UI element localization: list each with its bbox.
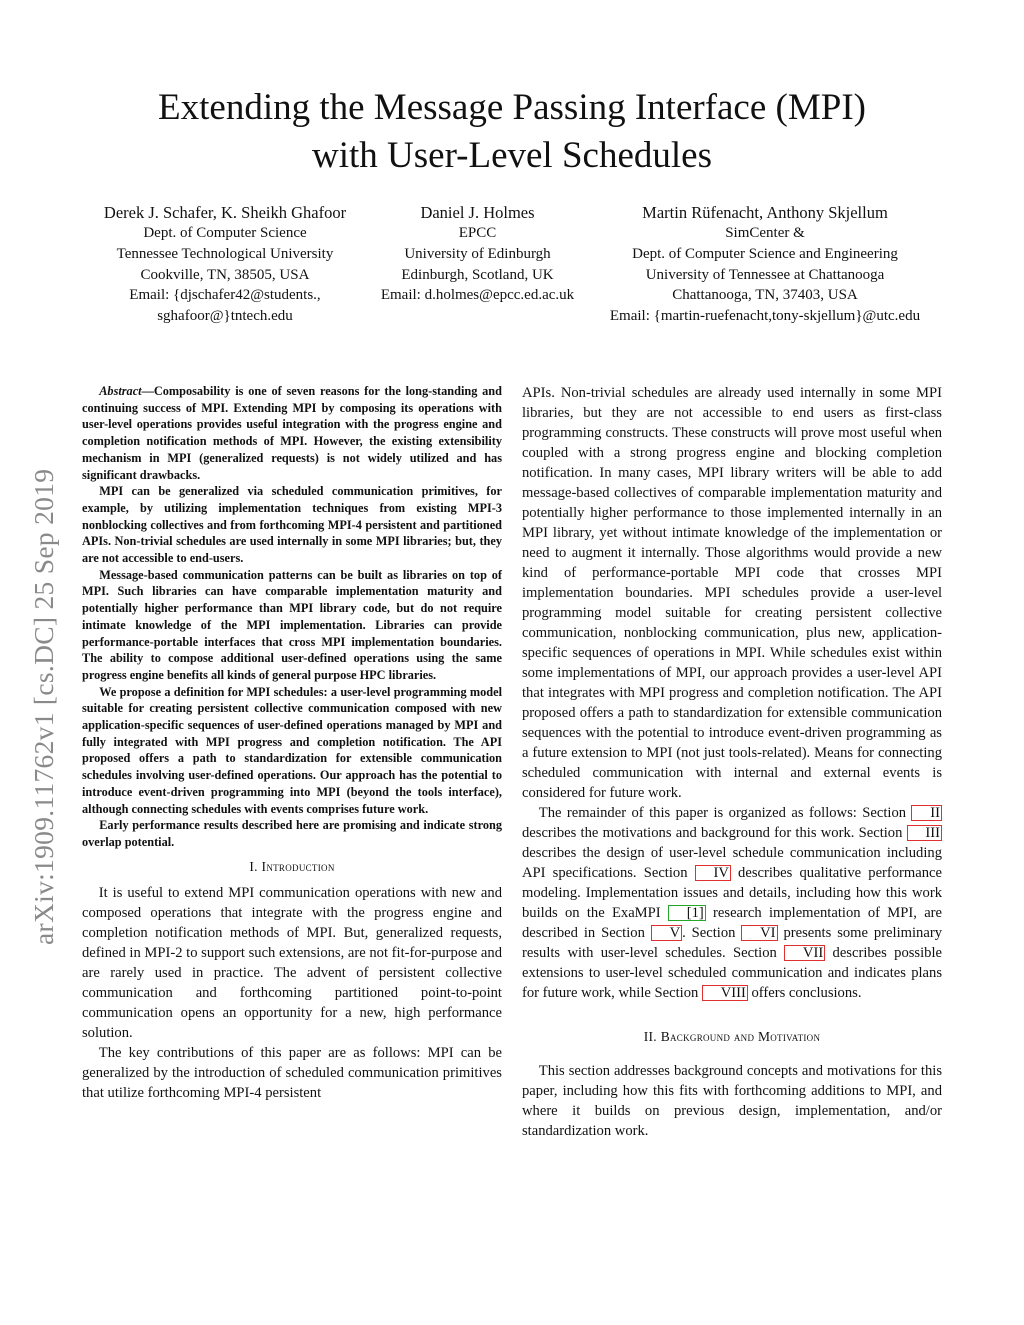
author-address: Cookville, TN, 38505, USA <box>140 266 310 283</box>
author-email: Email: d.holmes@epcc.ed.ac.uk <box>380 287 575 304</box>
author-name: Daniel J. Holmes <box>420 203 535 222</box>
author-affiliation: University of Tennessee at Chattanooga <box>645 266 885 283</box>
author-address: Chattanooga, TN, 37403, USA <box>672 287 858 304</box>
section-heading-background <box>522 1027 942 1047</box>
text-run: offers conclusions. <box>747 985 862 1001</box>
abstract-paragraph: MPI can be generalized via scheduled communication primitives, for example, by utilizing implementation techniques from existing MPI-3 nonblocking collectives and from forthcoming MPI-4 persistent and partitioned APIs. Non-trivial schedules are used internally in some MPI libraries; but, they are not accessible to end-users. <box>82 484 502 566</box>
body-paragraph: The key contributions of this paper are as follows: MPI can be generalized by the introduction of scheduled communication primitives that utilize forthcoming MPI-4 persistent <box>82 1044 502 1101</box>
paper-title <box>60 84 964 180</box>
abstract-paragraph <box>82 383 502 483</box>
introduction-body <box>82 883 502 1103</box>
author-email: sghafoor@}tntech.edu <box>157 308 293 325</box>
abstract-dash: — <box>141 384 154 398</box>
author-email: Email: {djschafer42@students., <box>129 287 321 304</box>
author-affiliation: SimCenter & <box>725 225 805 241</box>
roadmap-paragraph <box>522 803 942 1003</box>
introduction-body-continued <box>522 383 942 1003</box>
author-name: Martin Rüfenacht, Anthony Skjellum <box>642 203 888 222</box>
author-block-2 <box>365 202 590 306</box>
section-ref-link[interactable]: IV <box>695 865 731 881</box>
author-affiliation: University of Edinburgh <box>404 245 551 262</box>
body-paragraph: It is useful to extend MPI communication operations with new and composed operations that integrate with the progress engine and completion notification methods of MPI. But, generalized requests, defined in MPI-2 to support such extensions, are not fit-for-purpose and are rarely used in practice. The advent of persistent collective communication and forthcoming partitioned point-to-point communication opens an opportunity for a new, high performance solution. <box>82 884 502 1041</box>
text-run: research implementation of MPI, are described in Section <box>522 905 943 941</box>
author-block-3 <box>590 202 940 327</box>
text-run: describes the design of user-level schedule communication including API specifications. Section <box>522 845 942 881</box>
section-ref-link[interactable]: VI <box>741 925 777 941</box>
author-affiliation: Tennessee Technological University <box>116 245 334 262</box>
title-line-2: with User-Level Schedules <box>312 135 712 176</box>
section-ref-link[interactable]: V <box>651 925 682 941</box>
right-column <box>522 383 942 1141</box>
section-ref-link[interactable]: VIII <box>702 985 748 1001</box>
section-ref-link[interactable]: VII <box>784 945 825 961</box>
abstract-text: Composability is one of seven reasons for the long-standing and continuing success of MPI. Extending MPI by composing its operations with user-level operations provides useful integration with the progress engine and completion notification methods of MPI. However, the existing extensibility mechanism in MPI (generalized requests) is not widely utilized and has significant drawbacks. <box>82 384 502 482</box>
section-title: Introduction <box>261 858 335 874</box>
background-body <box>522 1061 942 1141</box>
author-affiliation: Dept. of Computer Science <box>143 225 307 241</box>
text-run: describes the motivations and background for this work. Section <box>522 825 907 841</box>
author-address: Edinburgh, Scotland, UK <box>401 266 554 283</box>
title-line-1: Extending the Message Passing Interface (MPI) <box>158 87 866 128</box>
author-block-1 <box>75 202 375 327</box>
author-email: Email: {martin-ruefenacht,tony-skjellum}@utc.edu <box>609 308 921 325</box>
text-run: presents some preliminary results with user-level schedules. Section <box>522 925 942 961</box>
abstract-paragraph: Early performance results described here are promising and indicate strong overlap potential. <box>82 818 502 849</box>
abstract <box>82 383 502 851</box>
citation-link[interactable]: [1] <box>668 905 706 921</box>
text-run: The remainder of this paper is organized as follows: Section <box>538 805 912 821</box>
body-paragraph: This section addresses background concepts and motivations for this paper, including how this fits with forthcoming additions to MPI, and where it builds on previous design, implementation, and/or standardization work. <box>522 1063 942 1139</box>
section-ref-link[interactable]: II <box>911 805 942 821</box>
arxiv-identifier-stamp: arXiv:1909.11762v1 [cs.DC] 25 Sep 2019 <box>28 468 59 945</box>
section-number: I. <box>249 858 258 874</box>
author-affiliation: EPCC <box>458 225 497 241</box>
text-run: . Section <box>682 925 742 941</box>
abstract-paragraph: Message-based communication patterns can be built as libraries on top of MPI. Such libraries can have comparable implementation maturity and potentially higher performance than MPI library code, but do not require intimate knowledge of the MPI implementation. Libraries can provide performance-portable interfaces that cross MPI implementation boundaries. The ability to compose additional user-defined operations using the same progress engine benefits all kinds of general purpose HPC libraries. <box>82 567 502 682</box>
section-heading-introduction <box>82 857 502 877</box>
abstract-paragraph: We propose a definition for MPI schedules: a user-level programming model suitable for creating persistent collective communication composed with new application-specific sequences of user-defined operations managed by MPI and fully integrated with MPI progress and completion notification. The API proposed offers a path to standardization for extensible communication schedules involving user-defined operations. Our approach has the potential to introduce event-driven programming into MPI (beyond the tools interface), although connecting schedules with events comprises future work. <box>82 684 502 816</box>
section-title: Background and Motivation <box>660 1029 821 1044</box>
author-name: Derek J. Schafer, K. Sheikh Ghafoor <box>103 203 347 222</box>
text-run: describes possible extensions to user-level scheduled communication and indicates plans for future work, while Section <box>522 945 942 1001</box>
left-column <box>82 383 502 1103</box>
section-number: II. <box>643 1029 657 1044</box>
author-affiliation: Dept. of Computer Science and Engineering <box>632 245 898 262</box>
text-run: describes qualitative performance modeling. Implementation issues and details, including how this work builds on the ExaMPI <box>522 865 943 921</box>
section-ref-link[interactable]: III <box>907 825 942 841</box>
body-paragraph: APIs. Non-trivial schedules are already used internally in some MPI libraries, but they are not accessible to end users as first-class programming constructs. These constructs will prove most useful when coupled with a strong progress engine and blocking completion notification. In many cases, MPI library writers will be able to add message-based collectives of comparable implementation maturity and potentially higher performance to those implemented internally in an MPI library, yet without intimate knowledge of the implementation or need to augment it internally. Those algorithms would provide a new kind of performance-portable MPI code that crosses MPI implementation boundaries. MPI schedules provide a user-level programming model suitable for creating persistent collective communication, nonblocking communication, plus new, application-specific sequences of operations in MPI. While schedules exist within some implementations of MPI, our approach provides a user-level API that integrates with MPI progress and completion notification. The API proposed offers a path to standardization for extensible communication sequences with the potential to introduce event-driven programming as a future extension to MPI (not just tools-related). Means for connecting scheduled communication with internal and external events is considered for future work. <box>522 385 942 801</box>
abstract-label: Abstract <box>99 384 142 398</box>
